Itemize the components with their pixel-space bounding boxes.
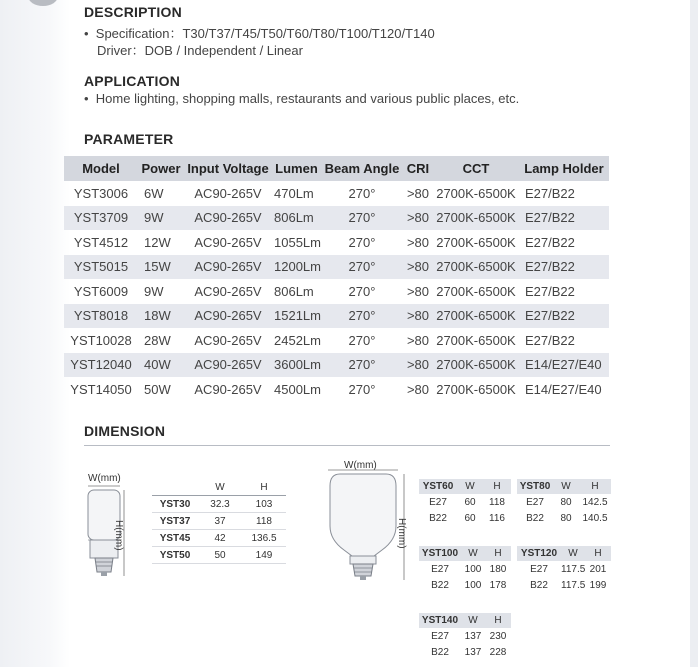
table-cell: YST14050 [70, 381, 132, 397]
table-cell: AC90-265V [184, 304, 272, 329]
small-table-cell: YST30 [152, 496, 198, 513]
table-cell: 806Lm [272, 206, 321, 231]
yst100-r1-base: E27 [431, 563, 449, 575]
table-cell: 2700K-6500K [433, 353, 519, 378]
small-table-cell: 103 [242, 496, 286, 513]
parameter-header-row [64, 156, 609, 181]
application-text-line: • Home lighting, shopping malls, restaurants and various public places, etc. [84, 91, 520, 106]
table-cell: YST6009 [73, 283, 129, 299]
table-cell: AC90-265V [184, 255, 272, 280]
yst120-r2-w: 117.5 [561, 579, 586, 591]
description-spec: • Specification：T30/T37/T45/T50/T60/T80/T100/T120/T140 [84, 26, 435, 41]
table-row [64, 377, 609, 402]
application-text: Home lighting, shopping malls, restaurants and various public places, etc. [95, 91, 520, 106]
small-table-header [152, 479, 286, 496]
table-cell: AC90-265V [184, 353, 272, 378]
table-cell: >80 [406, 332, 430, 348]
spec-text: Specification：T30/T37/T45/T50/T60/T80/T100/T120/T140 [95, 26, 435, 41]
table-cell: AC90-265V [194, 381, 262, 397]
description-title: DESCRIPTION [84, 4, 182, 20]
table-cell: 270° [321, 206, 403, 231]
table-cell: E27/B22 [524, 185, 575, 201]
small-table-cell: 32.3 [198, 496, 242, 513]
table-row [64, 206, 609, 231]
yst120-r1-h: 201 [589, 563, 607, 575]
table-cell: YST3709 [64, 206, 138, 231]
yst140-r2-h: 228 [489, 646, 507, 658]
yst80-r2-base: B22 [526, 512, 544, 524]
table-cell: 270° [321, 304, 403, 329]
table-cell: 2700K-6500K [436, 381, 516, 397]
table-cell: 15W [138, 255, 184, 280]
yst60-box [419, 479, 511, 526]
yst120-r1-base: E27 [530, 563, 548, 575]
yst120-h-head: H [594, 548, 602, 559]
yst120-r2-h: 199 [589, 579, 607, 591]
table-cell: 270° [321, 255, 403, 280]
yst80-name: YST80 [519, 481, 551, 492]
table-cell: 270° [348, 332, 376, 348]
tube-lamp-drawing [84, 482, 134, 582]
yst80-box [517, 479, 611, 526]
parameter-title: PARAMETER [84, 131, 174, 147]
yst100-name: YST100 [421, 548, 459, 559]
table-cell: 2700K-6500K [433, 206, 519, 231]
table-cell: >80 [406, 185, 430, 201]
dimension-divider [84, 445, 610, 446]
small-table-cell: YST45 [152, 530, 198, 547]
param-header-cell: Model [64, 156, 138, 181]
table-cell: 2700K-6500K [433, 255, 519, 280]
table-cell: E27/B22 [519, 304, 609, 329]
yst120-w-head: W [568, 548, 578, 559]
table-cell: E14/E27/E40 [519, 353, 609, 378]
table-cell: 50W [144, 381, 171, 397]
table-cell: 4500Lm [274, 381, 321, 397]
table-cell: 270° [348, 283, 376, 299]
table-cell: 6W [144, 185, 164, 201]
yst80-r1-w: 80 [560, 496, 572, 508]
table-cell: >80 [403, 206, 433, 231]
yst140-box [419, 613, 511, 660]
table-cell: 270° [348, 234, 376, 250]
yst140-r1-base: E27 [431, 630, 449, 642]
parameter-table [64, 156, 609, 402]
table-cell: 270° [348, 185, 376, 201]
small-table-row [152, 547, 286, 564]
h-label-big: H(mm) [396, 518, 407, 549]
table-row [64, 230, 609, 255]
table-cell: 28W [144, 332, 171, 348]
table-cell: >80 [406, 381, 430, 397]
table-cell: AC90-265V [194, 332, 262, 348]
table-cell: AC90-265V [194, 283, 262, 299]
small-table-cell: 50 [198, 547, 242, 564]
table-row [64, 304, 609, 329]
table-cell: >80 [403, 304, 433, 329]
yst100-box [419, 546, 511, 593]
yst80-h-head: H [591, 481, 599, 492]
yst60-w-head: W [465, 481, 475, 492]
table-row [64, 328, 609, 353]
table-cell: 18W [138, 304, 184, 329]
small-table-cell: 118 [242, 513, 286, 530]
yst80-r2-w: 80 [560, 512, 572, 524]
table-cell: YST4512 [73, 234, 129, 250]
param-header-cell: CCT [433, 156, 519, 181]
yst80-r1-h: 142.5 [582, 496, 608, 508]
param-header-cell: Lumen [272, 156, 321, 181]
table-cell: E14/E27/E40 [524, 381, 602, 397]
table-cell: 12W [144, 234, 171, 250]
application-title: APPLICATION [84, 73, 181, 89]
yst60-name: YST60 [422, 481, 454, 492]
table-cell: 2700K-6500K [436, 283, 516, 299]
yst140-name: YST140 [421, 615, 459, 626]
yst80-r2-h: 140.5 [582, 512, 608, 524]
yst140-h-head: H [494, 615, 502, 626]
param-header-cell: Input Voltage [184, 156, 272, 181]
table-cell: YST10028 [70, 332, 132, 348]
yst140-r2-w: 137 [464, 646, 482, 658]
yst100-r2-base: B22 [431, 579, 449, 591]
table-cell: 2700K-6500K [433, 304, 519, 329]
table-cell: 270° [321, 353, 403, 378]
table-cell: 3600Lm [272, 353, 321, 378]
yst120-name: YST120 [520, 548, 558, 559]
table-cell: >80 [403, 255, 433, 280]
yst100-h-head: H [494, 548, 502, 559]
h-label-small: H(mm) [113, 520, 124, 551]
small-table-row [152, 530, 286, 547]
table-cell: YST12040 [64, 353, 138, 378]
yst60-r2-w: 60 [464, 512, 476, 524]
table-cell: E27/B22 [519, 206, 609, 231]
table-cell: 40W [138, 353, 184, 378]
yst140-w-head: W [468, 615, 478, 626]
yst100-r1-h: 180 [489, 563, 507, 575]
table-cell: E27/B22 [524, 332, 575, 348]
w-label-big: W(mm) [344, 460, 377, 471]
yst60-r2-base: B22 [429, 512, 447, 524]
table-cell: E27/B22 [524, 283, 575, 299]
table-cell: AC90-265V [194, 185, 262, 201]
yst120-r1-w: 117.5 [561, 563, 586, 575]
table-cell: AC90-265V [184, 206, 272, 231]
small-table-cell: YST50 [152, 547, 198, 564]
dimension-title: DIMENSION [84, 423, 166, 439]
small-table-cell: 149 [242, 547, 286, 564]
table-cell: YST5015 [64, 255, 138, 280]
yst100-r1-w: 100 [464, 563, 482, 575]
table-cell: 9W [138, 206, 184, 231]
yst140-r1-h: 230 [489, 630, 507, 642]
right-background [690, 0, 698, 667]
small-dimension-table [152, 479, 286, 564]
description-driver: Driver：DOB / Independent / Linear [97, 43, 303, 58]
table-row [64, 353, 609, 378]
table-cell: >80 [406, 234, 430, 250]
param-header-cell: Lamp Holder [519, 156, 609, 181]
yst120-box [517, 546, 611, 593]
small-table-header-cell: H [242, 479, 286, 496]
yst100-w-head: W [468, 548, 478, 559]
yst60-r1-h: 118 [489, 496, 505, 508]
yst100-r2-w: 100 [464, 579, 482, 591]
small-table-cell: YST37 [152, 513, 198, 530]
table-cell: 9W [144, 283, 164, 299]
yst120-r2-base: B22 [530, 579, 548, 591]
table-row [64, 255, 609, 280]
small-table-row [152, 496, 286, 513]
table-cell: 1055Lm [274, 234, 321, 250]
table-cell: YST3006 [73, 185, 129, 201]
table-cell: 1521Lm [272, 304, 321, 329]
table-cell: E27/B22 [519, 255, 609, 280]
small-table-row [152, 513, 286, 530]
yst140-r1-w: 137 [464, 630, 482, 642]
table-cell: 806Lm [274, 283, 314, 299]
small-table-cell: 37 [198, 513, 242, 530]
param-header-cell: Power [138, 156, 184, 181]
param-header-cell: CRI [403, 156, 433, 181]
table-cell: >80 [406, 283, 430, 299]
yst100-r2-h: 178 [489, 579, 507, 591]
table-cell: AC90-265V [194, 234, 262, 250]
param-header-cell: Beam Angle [321, 156, 403, 181]
small-table-cell: 42 [198, 530, 242, 547]
table-row [64, 181, 609, 206]
yst60-r2-h: 116 [489, 512, 505, 524]
yst60-r1-base: E27 [429, 496, 447, 508]
table-cell: >80 [403, 353, 433, 378]
yst80-w-head: W [561, 481, 571, 492]
table-cell: 2452Lm [274, 332, 321, 348]
table-cell: 2700K-6500K [436, 332, 516, 348]
table-cell: 1200Lm [272, 255, 321, 280]
yst60-r1-w: 60 [464, 496, 476, 508]
yst80-r1-base: E27 [526, 496, 544, 508]
small-table-cell: 136.5 [242, 530, 286, 547]
table-cell: 2700K-6500K [436, 185, 516, 201]
table-cell: 270° [348, 381, 376, 397]
parameter-body [64, 181, 609, 402]
small-table-header-cell [152, 479, 198, 496]
table-cell: E27/B22 [524, 234, 575, 250]
yst60-h-head: H [493, 481, 501, 492]
table-cell: YST8018 [64, 304, 138, 329]
table-row [64, 279, 609, 304]
w-label-small: W(mm) [88, 473, 121, 484]
left-background [0, 0, 70, 667]
small-table-header-cell: W [198, 479, 242, 496]
table-cell: 470Lm [274, 185, 314, 201]
table-cell: 2700K-6500K [436, 234, 516, 250]
yst140-r2-base: B22 [431, 646, 449, 658]
